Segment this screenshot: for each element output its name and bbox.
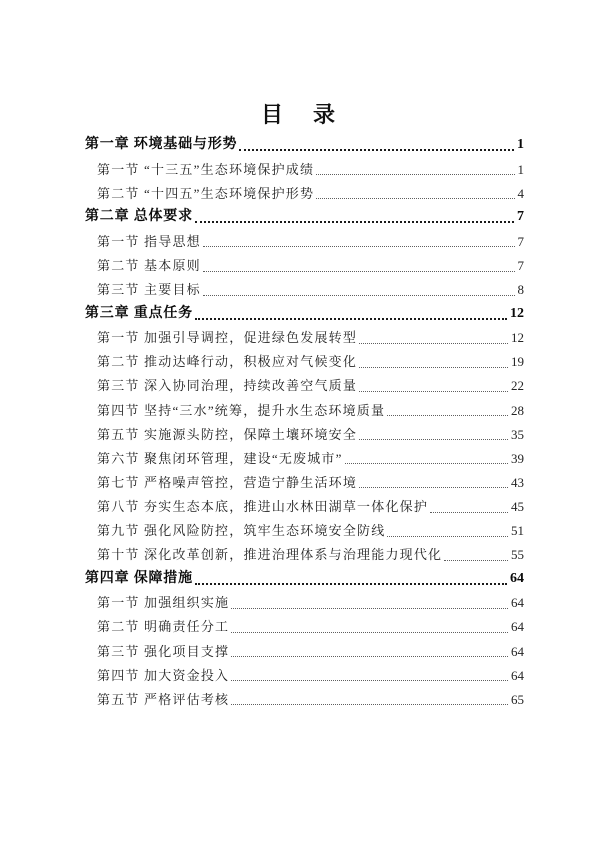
toc-page-number: 28 <box>511 402 524 418</box>
toc-row-section <box>85 398 524 422</box>
toc-entry-label: 第二节 推动达峰行动，积极应对气候变化 <box>97 354 358 370</box>
toc-row-chapter <box>85 205 524 229</box>
toc-page-number: 35 <box>511 426 524 442</box>
toc-leader-dots <box>203 271 515 272</box>
toc-entry-label: 第二节 明确责任分工 <box>97 619 230 635</box>
toc-page-number: 7 <box>517 209 524 225</box>
toc-row-section <box>85 157 524 181</box>
toc-leader-dots <box>195 583 507 585</box>
toc-leader-dots <box>231 632 508 633</box>
toc-row-section <box>85 591 524 615</box>
toc-page-number: 64 <box>511 667 524 683</box>
toc-leader-dots <box>231 608 508 609</box>
toc-entry-label: 第四节 加大资金投入 <box>97 667 230 683</box>
toc-leader-dots <box>430 512 508 513</box>
toc-page-number: 1 <box>517 161 524 177</box>
toc-leader-dots <box>231 656 508 657</box>
toc-row-section <box>85 278 524 302</box>
toc-page-number: 12 <box>511 330 524 346</box>
toc-page-number: 22 <box>511 378 524 394</box>
toc-row-section <box>85 543 524 567</box>
toc-entry-label: 第四章 保障措施 <box>85 570 193 586</box>
toc-leader-dots <box>359 439 508 440</box>
toc-entry-label: 第十节 深化改革创新，推进治理体系与治理能力现代化 <box>97 547 443 563</box>
toc-entry-label: 第九节 强化风险防控，筑牢生态环境安全防线 <box>97 523 386 539</box>
toc-entry-label: 第二章 总体要求 <box>85 209 193 225</box>
toc-row-section <box>85 253 524 277</box>
toc-page-number: 55 <box>511 547 524 563</box>
toc-row-section <box>85 494 524 518</box>
toc-entry-label: 第五节 实施源头防控，保障土壤环境安全 <box>97 426 358 442</box>
page-title: 目 录 <box>260 102 339 127</box>
toc-leader-dots <box>316 174 514 175</box>
toc-page-number: 12 <box>510 305 524 321</box>
toc-entry-label: 第三节 强化项目支撑 <box>97 643 230 659</box>
toc-entry-label: 第一节 “十三五”生态环境保护成绩 <box>97 161 315 177</box>
toc-leader-dots <box>231 704 508 705</box>
toc-leader-dots <box>359 487 508 488</box>
toc-page-number: 7 <box>517 233 524 249</box>
toc-leader-dots <box>387 536 508 537</box>
toc-leader-dots <box>203 246 515 247</box>
toc-entry-label: 第五节 严格评估考核 <box>97 691 230 707</box>
toc-entry-label: 第一章 环境基础与形势 <box>85 137 238 153</box>
toc-row-section <box>85 519 524 543</box>
toc-row-section <box>85 229 524 253</box>
toc-page-number: 7 <box>517 258 524 274</box>
toc-leader-dots <box>231 680 508 681</box>
toc-row-chapter <box>85 302 524 326</box>
toc-entry-label: 第七节 严格噪声管控，营造宁静生活环境 <box>97 474 358 490</box>
toc-page-number: 64 <box>511 643 524 659</box>
toc-page-number: 64 <box>511 595 524 611</box>
toc-row-section <box>85 663 524 687</box>
toc-row-section <box>85 350 524 374</box>
toc-entry-label: 第四节 坚持“三水”统筹，提升水生态环境质量 <box>97 402 386 418</box>
toc-leader-dots <box>359 367 508 368</box>
toc-entry-label: 第三节 主要目标 <box>97 282 201 298</box>
toc-row-chapter <box>85 567 524 591</box>
toc-entry-label: 第一节 指导思想 <box>97 233 201 249</box>
toc-entry-label: 第二节 “十四五”生态环境保护形势 <box>97 185 315 201</box>
toc-entry-label: 第八节 夯实生态本底，推进山水林田湖草一体化保护 <box>97 498 429 514</box>
toc-entry-label: 第一节 加强引导调控，促进绿色发展转型 <box>97 330 358 346</box>
toc-leader-dots <box>195 221 514 223</box>
toc-entry-label: 第三节 深入协同治理，持续改善空气质量 <box>97 378 358 394</box>
toc-page-number: 64 <box>511 619 524 635</box>
toc-entry-label: 第一节 加强组织实施 <box>97 595 230 611</box>
toc-leader-dots <box>387 415 508 416</box>
toc-entry-label: 第三章 重点任务 <box>85 305 193 321</box>
toc-page-number: 1 <box>517 137 524 153</box>
toc-page-number: 65 <box>511 691 524 707</box>
toc-list <box>85 133 524 711</box>
toc-row-chapter <box>85 133 524 157</box>
toc-page-number: 64 <box>510 570 524 586</box>
toc-leader-dots <box>316 198 514 199</box>
toc-page-number: 8 <box>517 282 524 298</box>
toc-leader-dots <box>195 318 507 320</box>
toc-page-number: 4 <box>517 185 524 201</box>
toc-row-section <box>85 615 524 639</box>
toc-row-section <box>85 326 524 350</box>
toc-row-section <box>85 422 524 446</box>
toc-page-number: 45 <box>511 498 524 514</box>
toc-row-section <box>85 446 524 470</box>
toc-leader-dots <box>359 391 508 392</box>
toc-leader-dots <box>444 560 508 561</box>
toc-row-section <box>85 639 524 663</box>
toc-row-section <box>85 374 524 398</box>
toc-row-section <box>85 470 524 494</box>
toc-leader-dots <box>345 463 508 464</box>
toc-leader-dots <box>203 295 515 296</box>
toc-page-number: 51 <box>511 523 524 539</box>
toc-page-number: 19 <box>511 354 524 370</box>
toc-page-number: 39 <box>511 450 524 466</box>
toc-row-section <box>85 181 524 205</box>
toc-entry-label: 第二节 基本原则 <box>97 258 201 274</box>
toc-leader-dots <box>239 149 514 151</box>
toc-page-number: 43 <box>511 474 524 490</box>
toc-leader-dots <box>359 343 508 344</box>
toc-row-section <box>85 687 524 711</box>
toc-entry-label: 第六节 聚焦闭环管理，建设“无废城市” <box>97 450 343 466</box>
